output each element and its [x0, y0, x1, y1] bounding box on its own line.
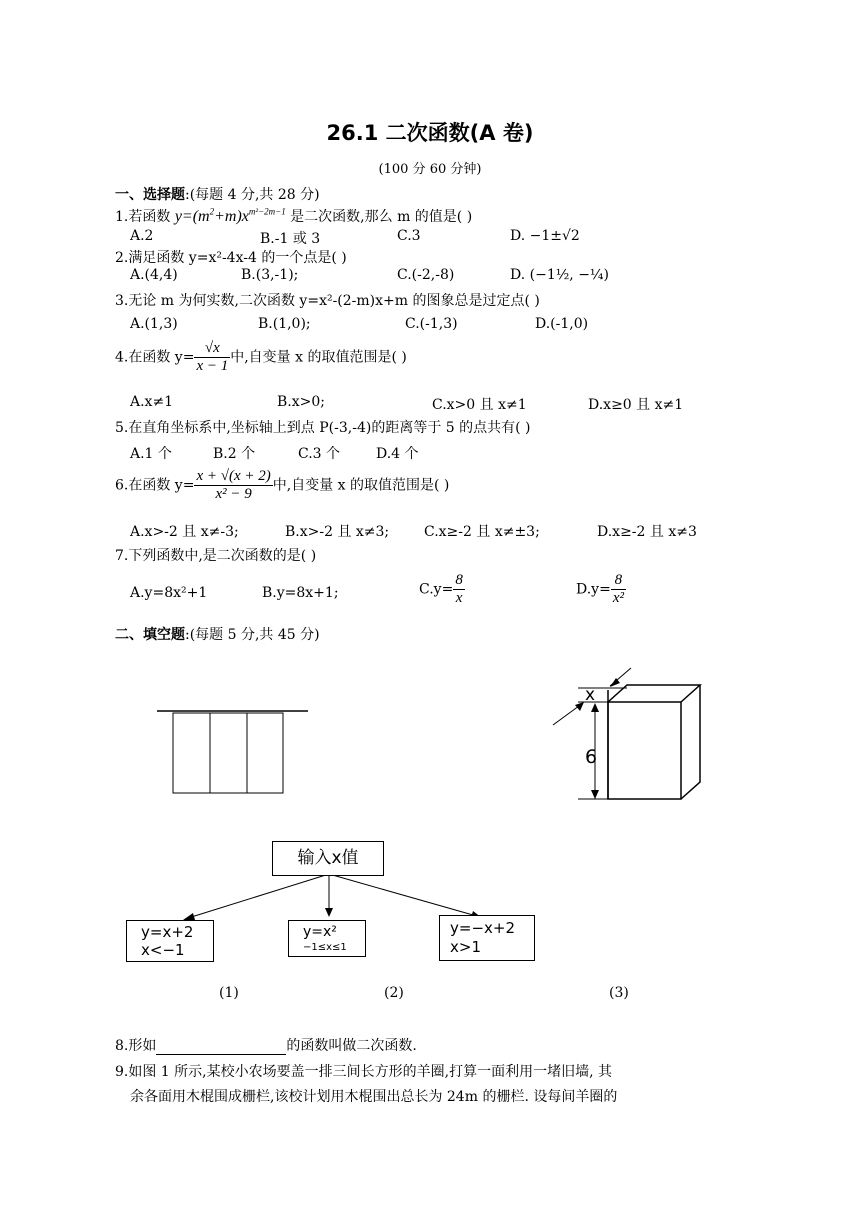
section2-note: :(每题 5 分,共 45 分): [185, 627, 320, 643]
q7-option-c-label: C.y=: [419, 581, 454, 598]
q1-option-b: B.-1 或 3: [260, 231, 321, 247]
box1-line1: y=x+2: [141, 923, 194, 941]
x-arrow-bottom-head: [575, 702, 584, 711]
q4-option-b: B.x>0;: [277, 394, 325, 410]
q6-prefix: 6.在函数 y=: [115, 477, 195, 494]
q8-suffix: 的函数叫做二次函数.: [286, 1038, 417, 1054]
q6-suffix: 中,自变量 x 的取值范围是( ): [272, 477, 450, 494]
height-arrow-bottom: [591, 790, 599, 799]
caption-3: (3): [609, 985, 629, 1001]
q4-option-c: C.x>0 且 x≠1: [432, 397, 527, 413]
q4-option-d: D.x≥0 且 x≠1: [588, 397, 684, 413]
section2-title: 二、填空题: [115, 627, 185, 643]
q2-option-c: C.(-2,-8): [397, 267, 455, 283]
q7-d-numerator: 8: [611, 572, 626, 590]
q4-option-a: A.x≠1: [130, 394, 174, 410]
q7-c-numerator: 8: [455, 572, 463, 588]
q3-option-a: A.(1,3): [130, 316, 178, 332]
caption-1: (1): [219, 985, 239, 1001]
q6-option-a: A.x>-2 且 x≠-3;: [130, 524, 239, 540]
arrow-to-box3: [329, 874, 480, 917]
q6-fraction: [194, 468, 272, 503]
figure-3-box: [545, 660, 715, 805]
question-7: 7.下列函数中,是二次函数的是( ): [115, 548, 317, 564]
q7-option-b: B.y=8x+1;: [262, 585, 339, 601]
q3-option-c: C.(-1,3): [405, 316, 458, 332]
question-9-line2: 余各面用木棍围成栅栏,该校计划用木棍围出总长为 24m 的栅栏. 设每间羊圈的: [130, 1089, 618, 1105]
q7-c-denominator: x: [455, 590, 463, 606]
q4-fraction: [194, 340, 230, 375]
box3-line2: x>1: [450, 938, 481, 956]
question-4: [115, 340, 407, 375]
box3-line1: y=−x+2: [450, 919, 516, 937]
q6-option-d: D.x≥-2 且 x≠3: [597, 524, 697, 540]
q2-option-a: A.(4,4): [130, 267, 178, 283]
q7-option-d-label: D.y=: [576, 581, 611, 598]
q5-option-a: A.1 个: [130, 446, 172, 462]
q4-suffix: 中,自变量 x 的取值范围是( ): [230, 349, 407, 366]
q4-denominator: x − 1: [196, 358, 229, 374]
section1-title: 一、选择题: [115, 187, 185, 203]
q1-suffix: 是二次函数,那么 m 的值是( ): [285, 209, 473, 225]
page-title: 26.1 二次函数(A 卷): [326, 121, 534, 145]
question-1: [115, 206, 472, 226]
q5-option-c: C.3 个: [298, 446, 341, 462]
figure-1-sheep-pens: [150, 705, 315, 795]
box1-line2: x<−1: [141, 941, 185, 959]
q3-option-b: B.(1,0);: [258, 316, 311, 332]
q3-option-d: D.(-1,0): [535, 316, 589, 332]
flowchart-box-1: [126, 920, 214, 962]
page-subtitle: (100 分 60 分钟): [378, 162, 482, 177]
q6-option-c: C.x≥-2 且 x≠±3;: [424, 524, 540, 540]
q5-option-d: D.4 个: [376, 446, 419, 462]
box2-line1: y=x²: [303, 924, 337, 940]
q4-numerator: √x: [194, 340, 230, 358]
q7-d-denominator: x²: [612, 590, 624, 606]
q2-option-b: B.(3,-1);: [241, 267, 299, 283]
height-label: 6: [585, 746, 598, 768]
q1-option-d: D. −1±√2: [510, 228, 580, 244]
q6-numerator: x + √(x + 2): [196, 468, 271, 484]
q7-option-d-fraction: [611, 572, 626, 607]
pen-outline: [173, 713, 283, 793]
question-6: [115, 468, 449, 503]
arrow-to-box1: [185, 874, 329, 919]
q1-option-c: C.3: [397, 228, 421, 244]
q5-option-b: B.2 个: [213, 446, 256, 462]
caption-2: (2): [384, 985, 404, 1001]
question-2: 2.满足函数 y=x²-4x-4 的一个点是( ): [115, 250, 347, 266]
flowchart-input-box: 输入x值: [272, 841, 384, 876]
q4-prefix: 4.在函数 y=: [115, 349, 195, 366]
section2-heading: [115, 624, 320, 644]
q1-prefix: 1.若函数: [115, 209, 175, 225]
arrow-to-box2-head: [325, 908, 333, 917]
q7-option-c-fraction: [453, 572, 465, 607]
q7-option-c: [419, 572, 465, 607]
section1-note: :(每题 4 分,共 28 分): [185, 187, 320, 203]
q6-option-b: B.x>-2 且 x≠3;: [285, 524, 390, 540]
arrow-to-box1-head: [183, 913, 195, 920]
question-5: 5.在直角坐标系中,坐标轴上到点 P(-3,-4)的距离等于 5 的点共有( ): [115, 420, 531, 436]
q7-option-a: A.y=8x²+1: [130, 585, 208, 601]
q1-option-a: A.2: [130, 228, 154, 244]
flowchart-box-3: [439, 915, 535, 961]
q8-prefix: 8.形如: [115, 1038, 157, 1054]
box2-line2: −1≤x≤1: [303, 942, 347, 953]
q6-denominator: x² − 9: [215, 486, 252, 502]
flowchart-box-2: [288, 920, 366, 957]
box-front-face: [608, 702, 681, 799]
box-side-face: [681, 685, 700, 799]
q8-blank: [156, 1040, 286, 1055]
q1-formula: $y=(m^2+m)x^{m^2-2m-1}$: [174, 206, 286, 225]
question-3: 3.无论 m 为何实数,二次函数 y=x²-(2-m)x+m 的图象总是过定点( ): [115, 293, 540, 309]
question-8: [115, 1035, 417, 1055]
q7-option-d: [576, 572, 626, 607]
question-9-line1: 9.如图 1 所示,某校小农场要盖一排三间长方形的羊圈,打算一面利用一堵旧墙, 其: [115, 1064, 612, 1080]
x-label: x: [585, 685, 596, 705]
q2-option-d: D. (−1½, −¼): [510, 267, 609, 283]
section1-heading: [115, 184, 320, 204]
